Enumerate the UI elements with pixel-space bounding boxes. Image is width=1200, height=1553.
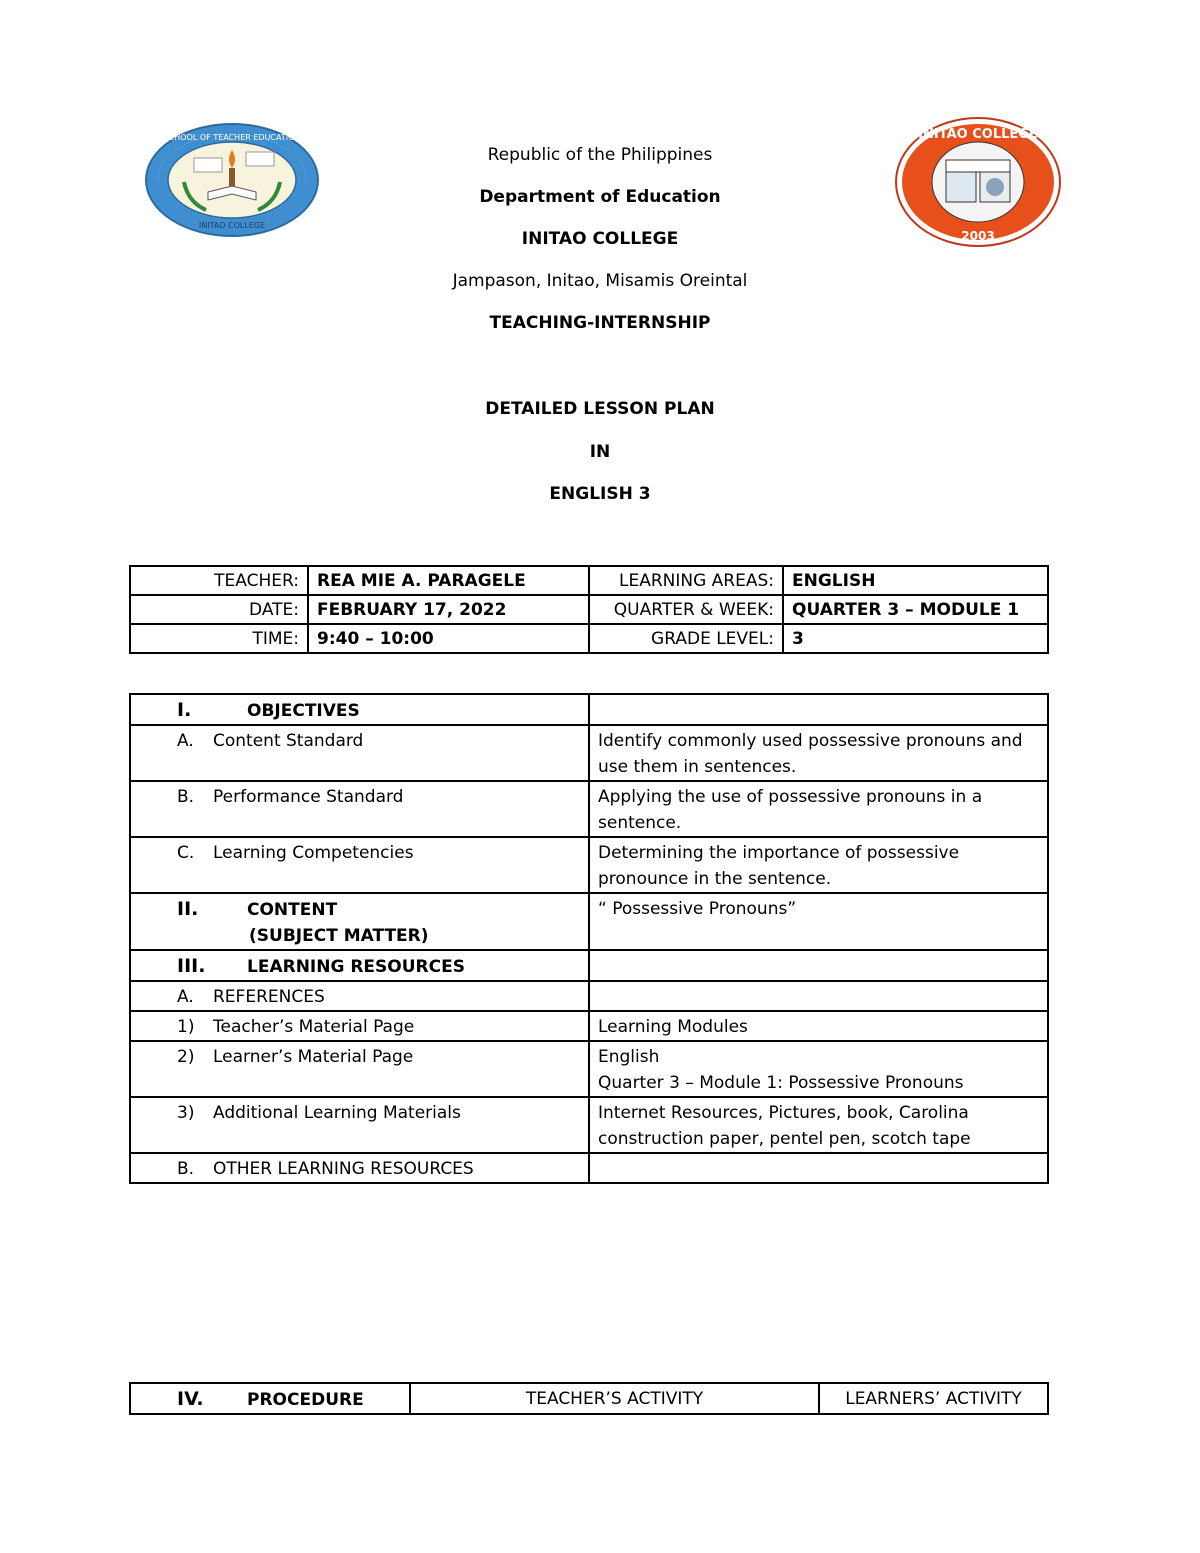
empty-cell <box>589 1153 1048 1183</box>
quarter-week-value: QUARTER 3 – MODULE 1 <box>783 595 1048 624</box>
date-value: FEBRUARY 17, 2022 <box>308 595 589 624</box>
section-title: PROCEDURE <box>247 1390 364 1410</box>
seal-bottom-text: INITAO COLLEGE <box>198 221 266 230</box>
section-procedure <box>130 1383 410 1414</box>
section-number: I. <box>177 699 192 721</box>
content-standard-label: Content Standard <box>213 731 364 751</box>
learners-material-value-line1: English <box>598 1047 660 1067</box>
seal-year: 2003 <box>961 229 995 243</box>
table-row <box>130 624 1048 653</box>
learning-areas-value: ENGLISH <box>783 566 1048 595</box>
learners-material-value-line2: Quarter 3 – Module 1: Possessive Pronouns <box>598 1073 964 1093</box>
performance-standard-label: Performance Standard <box>213 787 404 807</box>
section-learning-resources <box>130 950 589 981</box>
header-program: TEACHING-INTERNSHIP <box>489 313 711 333</box>
header-republic: Republic of the Philippines <box>487 145 713 165</box>
procedure-table <box>129 1382 1049 1415</box>
table-row <box>130 981 1048 1011</box>
grade-level-value: 3 <box>783 624 1048 653</box>
item-key: C. <box>177 843 195 863</box>
table-row <box>130 1383 1048 1414</box>
section-number: IV. <box>177 1388 204 1410</box>
teacher-label: TEACHER: <box>130 566 308 595</box>
section-title: OBJECTIVES <box>247 701 360 721</box>
content-value: “ Possessive Pronouns” <box>589 893 1048 950</box>
table-row <box>130 595 1048 624</box>
table-row <box>130 1153 1048 1183</box>
teachers-activity-header: TEACHER’S ACTIVITY <box>410 1383 819 1414</box>
additional-materials-label: Additional Learning Materials <box>213 1103 461 1123</box>
seal-text: SCHOOL OF TEACHER EDUCATION <box>163 133 301 142</box>
learners-material-label: Learner’s Material Page <box>213 1047 414 1067</box>
header-college: INITAO COLLEGE <box>521 229 679 249</box>
table-row <box>130 694 1048 725</box>
other-resources-label: OTHER LEARNING RESOURCES <box>213 1159 474 1179</box>
section-subtitle: (SUBJECT MATTER) <box>249 926 429 946</box>
item-key: 2) <box>177 1047 195 1067</box>
additional-materials-value: Internet Resources, Pictures, book, Carolina construction paper, pentel pen, scotch tape <box>589 1097 1048 1153</box>
teacher-value: REA MIE A. PARAGELE <box>308 566 589 595</box>
learners-activity-header: LEARNERS’ ACTIVITY <box>819 1383 1048 1414</box>
item-key: B. <box>177 787 195 807</box>
table-row <box>130 781 1048 837</box>
learning-areas-label: LEARNING AREAS: <box>589 566 783 595</box>
section-number: II. <box>177 898 199 920</box>
header-address: Jampason, Initao, Misamis Oreintal <box>452 271 748 291</box>
item-key: 1) <box>177 1017 195 1037</box>
item-key: B. <box>177 1159 195 1179</box>
grade-level-label: GRADE LEVEL: <box>589 624 783 653</box>
time-label: TIME: <box>130 624 308 653</box>
section-number: III. <box>177 955 206 977</box>
table-row <box>130 950 1048 981</box>
table-row <box>130 893 1048 950</box>
time-value: 9:40 – 10:00 <box>308 624 589 653</box>
item-key: A. <box>177 987 194 1007</box>
seal-title: INITAO COLLEGE <box>918 127 1038 142</box>
lesson-plan-table <box>129 693 1049 1184</box>
table-row <box>130 1097 1048 1153</box>
learning-competencies-label: Learning Competencies <box>213 843 414 863</box>
table-row <box>130 1041 1048 1097</box>
item-key: 3) <box>177 1103 195 1123</box>
school-of-teacher-education-seal <box>144 122 320 238</box>
performance-standard-value: Applying the use of possessive pronouns in a sentence. <box>589 781 1048 837</box>
teachers-material-value: Learning Modules <box>589 1011 1048 1041</box>
date-label: DATE: <box>130 595 308 624</box>
empty-cell <box>589 950 1048 981</box>
references-label: REFERENCES <box>213 987 325 1007</box>
table-row <box>130 837 1048 893</box>
plan-title-in: IN <box>589 442 611 462</box>
plan-title: DETAILED LESSON PLAN <box>485 399 715 419</box>
section-title: CONTENT <box>247 900 338 920</box>
section-content <box>130 893 589 950</box>
teachers-material-label: Teacher’s Material Page <box>213 1017 415 1037</box>
lesson-info-table <box>129 565 1049 654</box>
quarter-week-label: QUARTER & WEEK: <box>589 595 783 624</box>
table-row <box>130 725 1048 781</box>
table-row <box>130 566 1048 595</box>
learning-competencies-value: Determining the importance of possessive pronounce in the sentence. <box>589 837 1048 893</box>
empty-cell <box>589 981 1048 1011</box>
header-department: Department of Education <box>479 187 721 207</box>
item-key: A. <box>177 731 194 751</box>
section-objectives <box>130 694 589 725</box>
section-title: LEARNING RESOURCES <box>247 957 465 977</box>
table-row <box>130 1011 1048 1041</box>
content-standard-value: Identify commonly used possessive pronouns and use them in sentences. <box>589 725 1048 781</box>
plan-subject: ENGLISH 3 <box>549 484 651 504</box>
empty-cell <box>589 694 1048 725</box>
